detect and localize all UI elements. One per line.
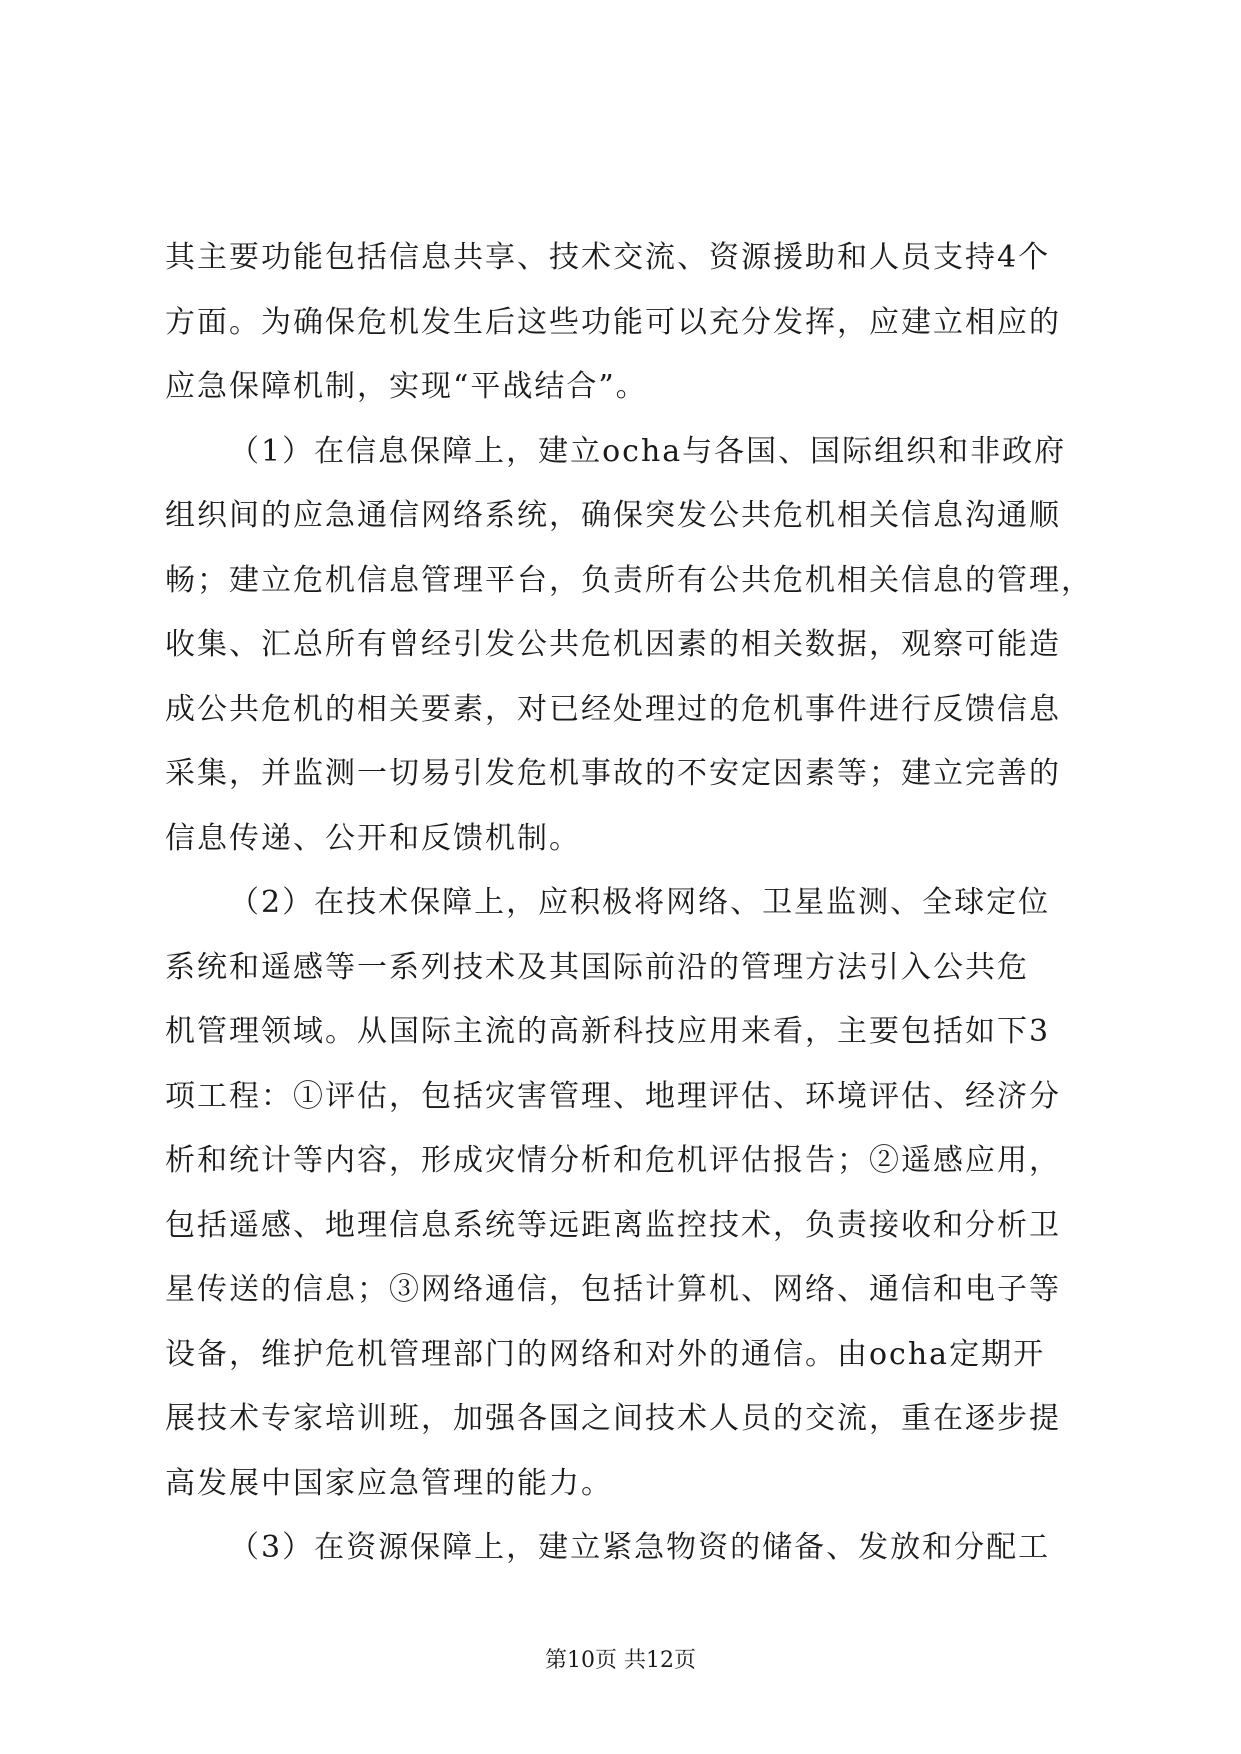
text-line: 其主要功能包括信息共享、技术交流、资源援助和人员支持4个 xyxy=(165,240,1051,275)
text-line: （3）在资源保障上，建立紧急物资的储备、发放和分配工 xyxy=(229,1530,1051,1565)
body-text xyxy=(165,226,1093,1581)
text-line: 采集，并监测一切易引发危机事故的不安定因素等；建立完善的 xyxy=(165,756,1061,791)
page-number-footer: 第10页 共12页 xyxy=(545,1648,696,1673)
text-line: 项工程：①评估，包括灾害管理、地理评估、环境评估、经济分 xyxy=(165,1078,1061,1114)
text-line: 畅；建立危机信息管理平台，负责所有公共危机相关信息的管理， xyxy=(165,562,1093,598)
text-line: 析和统计等内容，形成灾情分析和危机评估报告；②遥感应用， xyxy=(165,1143,1061,1178)
text-line: （2）在技术保障上，应积极将网络、卫星监测、全球定位 xyxy=(229,885,1051,920)
text-line: 机管理领域。从国际主流的高新科技应用来看，主要包括如下3 xyxy=(165,1014,1051,1049)
text-line: 系统和遥感等一系列技术及其国际前沿的管理方法引入公共危 xyxy=(165,949,1029,985)
text-line: 设备，维护危机管理部门的网络和对外的通信。由ocha定期开 xyxy=(165,1336,1046,1372)
paragraph-information-support xyxy=(165,420,1093,872)
text-line: 信息传递、公开和反馈机制。 xyxy=(165,820,581,856)
text-line: 星传送的信息；③网络通信，包括计算机、网络、通信和电子等 xyxy=(165,1272,1061,1307)
text-line: 高发展中国家应急管理的能力。 xyxy=(165,1465,613,1501)
text-line: 方面。为确保危机发生后这些功能可以充分发挥，应建立相应的 xyxy=(165,304,1061,340)
paragraph-resource-support xyxy=(165,1516,1087,1581)
text-line: 成公共危机的相关要素，对已经处理过的危机事件进行反馈信息 xyxy=(165,691,1061,727)
paragraph-intro xyxy=(165,226,1087,420)
text-line: 应急保障机制，实现“平战结合”。 xyxy=(165,369,648,404)
text-line: 收集、汇总所有曾经引发公共危机因素的相关数据，观察可能造 xyxy=(165,627,1061,662)
text-line: 包括遥感、地理信息系统等远距离监控技术，负责接收和分析卫 xyxy=(165,1207,1061,1243)
paragraph-technical-support xyxy=(165,871,1087,1516)
text-line: 展技术专家培训班，加强各国之间技术人员的交流，重在逐步提 xyxy=(165,1401,1061,1436)
text-line: 组织间的应急通信网络系统，确保突发公共危机相关信息沟通顺 xyxy=(165,498,1061,533)
text-line: （1）在信息保障上，建立ocha与各国、国际组织和非政府 xyxy=(229,433,1067,469)
